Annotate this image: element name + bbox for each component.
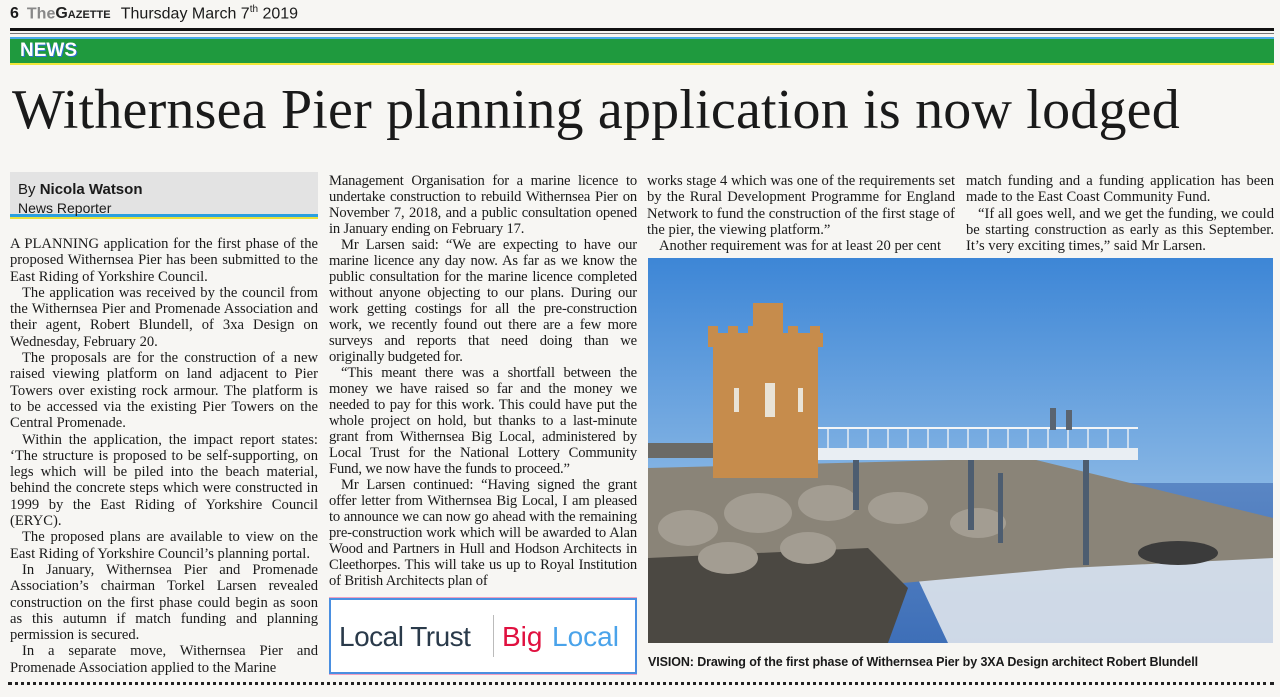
logo-local: Local xyxy=(552,621,619,652)
paragraph: Another requirement was for at least 20 per cent xyxy=(659,238,942,255)
paragraph: “If all goes well, and we get the funding, we could be starting construction as early as this September. It’s very exciting times,” said Mr Larsen. xyxy=(966,205,1274,255)
article-column-2 xyxy=(329,173,637,589)
paragraph: Within the application, the impact report states: ‘The structure is proposed to be self-supporting, on legs which will be piled into the beach material, behind the concrete steps which were constructed in 1999 by the East Riding of Yorkshire Council (ERYC). xyxy=(10,431,318,530)
paragraph: In a separate move, Withernsea Pier and Promenade Association applied to the Marine xyxy=(10,643,318,676)
paragraph: Mr Larsen continued: “Having signed the grant offer letter from Withernsea Big Local, I am pleased to announce we can now go ahead with the remaining pre-construction work which will be awarded to Alan Wood and Partners in Hull and Hodson Architects in Cleethorpes. This will take us up to Royal Institution of British Architects plan of xyxy=(329,477,637,589)
headline: Withernsea Pier planning application is now lodged xyxy=(12,79,1180,141)
issue-year: 2019 xyxy=(262,5,299,23)
article-column-3 xyxy=(647,173,955,254)
article-column-4 xyxy=(966,173,1274,254)
paragraph: In January, Withernsea Pier and Promenade Association’s chairman Torkel Larsen revealed construction on the first phase could begin as soon as this autumn if match funding and planning permission is secured. xyxy=(10,561,318,644)
byline-by: By xyxy=(18,181,36,198)
paragraph: The application was received by the council from the Withernsea Pier and Promenade Association and their agent, Robert Blundell, of 3xa Design on Wednesday, February 20. xyxy=(10,284,318,350)
byline xyxy=(10,172,318,217)
logo-divider xyxy=(493,615,494,657)
logo-big: Big xyxy=(502,621,543,652)
paper-name: Gazette xyxy=(55,5,111,23)
paragraph: The proposals are for the construction of a new raised viewing platform on land adjacent to Pier Towers over existing rock armour. The platform is to be accessed via the existing Pier Towers on the Central Promenade. xyxy=(10,350,318,432)
issue-date: Thursday March 7 xyxy=(120,5,250,23)
paragraph: match funding and a funding application has been made to the East Coast Community Fund. xyxy=(966,173,1274,206)
paragraph: Management Organisation for a marine licence to undertake construction to rebuild Withernsea Pier on November 7, 2018, and a public consultation opened in January ending on February 17. xyxy=(329,173,637,237)
photo-caption: VISION: Drawing of the first phase of Withernsea Pier by 3XA Design architect Robert Blundell xyxy=(648,655,1198,669)
section-label: NEWS xyxy=(20,40,77,61)
date-suffix: th xyxy=(249,4,259,15)
dotted-divider xyxy=(8,682,1274,685)
paragraph: The proposed plans are available to view on the East Riding of Yorkshire Council’s planning portal. xyxy=(10,529,318,562)
paragraph: “This meant there was a shortfall between the money we have raised so far and the money we needed to pay for this work. This could have put the whole project on hold, but thanks to a last-minute grant from Withernsea Big Local, administered by Local Trust for the National Lottery Community Fund, we now have the funds to proceed.” xyxy=(329,365,637,477)
logo-local-trust: Local Trust xyxy=(339,621,471,652)
paragraph: Mr Larsen said: “We are expecting to have our marine licence any day now. As far as we know the public consultation for the marine licence completed without anyone objecting to our plans. During our work getting costings for all the pre-construction work, we recently found out there are a few more surveys and reports that need doing than we originally budgeted for. xyxy=(329,237,637,365)
pier-photo xyxy=(648,258,1273,643)
paragraph: works stage 4 which was one of the requirements set by the Rural Development Programme for England Network to fund the construction of the first stage of the pier, the viewing platform.” xyxy=(647,173,955,238)
paper-name-prefix: The xyxy=(26,5,56,23)
section-bar xyxy=(10,37,1274,65)
paragraph: A PLANNING application for the first phase of the proposed Withernsea Pier has been submitted to the East Riding of Yorkshire Council. xyxy=(10,236,318,285)
article-column-1 xyxy=(10,236,318,676)
masthead xyxy=(10,4,298,23)
masthead-rule-thin xyxy=(10,33,1274,34)
local-trust-big-local-logo xyxy=(329,598,637,674)
byline-author: Nicola Watson xyxy=(39,181,143,198)
masthead-rule xyxy=(10,28,1274,31)
byline-role: News Reporter xyxy=(18,200,112,216)
page-number: 6 xyxy=(10,5,19,23)
